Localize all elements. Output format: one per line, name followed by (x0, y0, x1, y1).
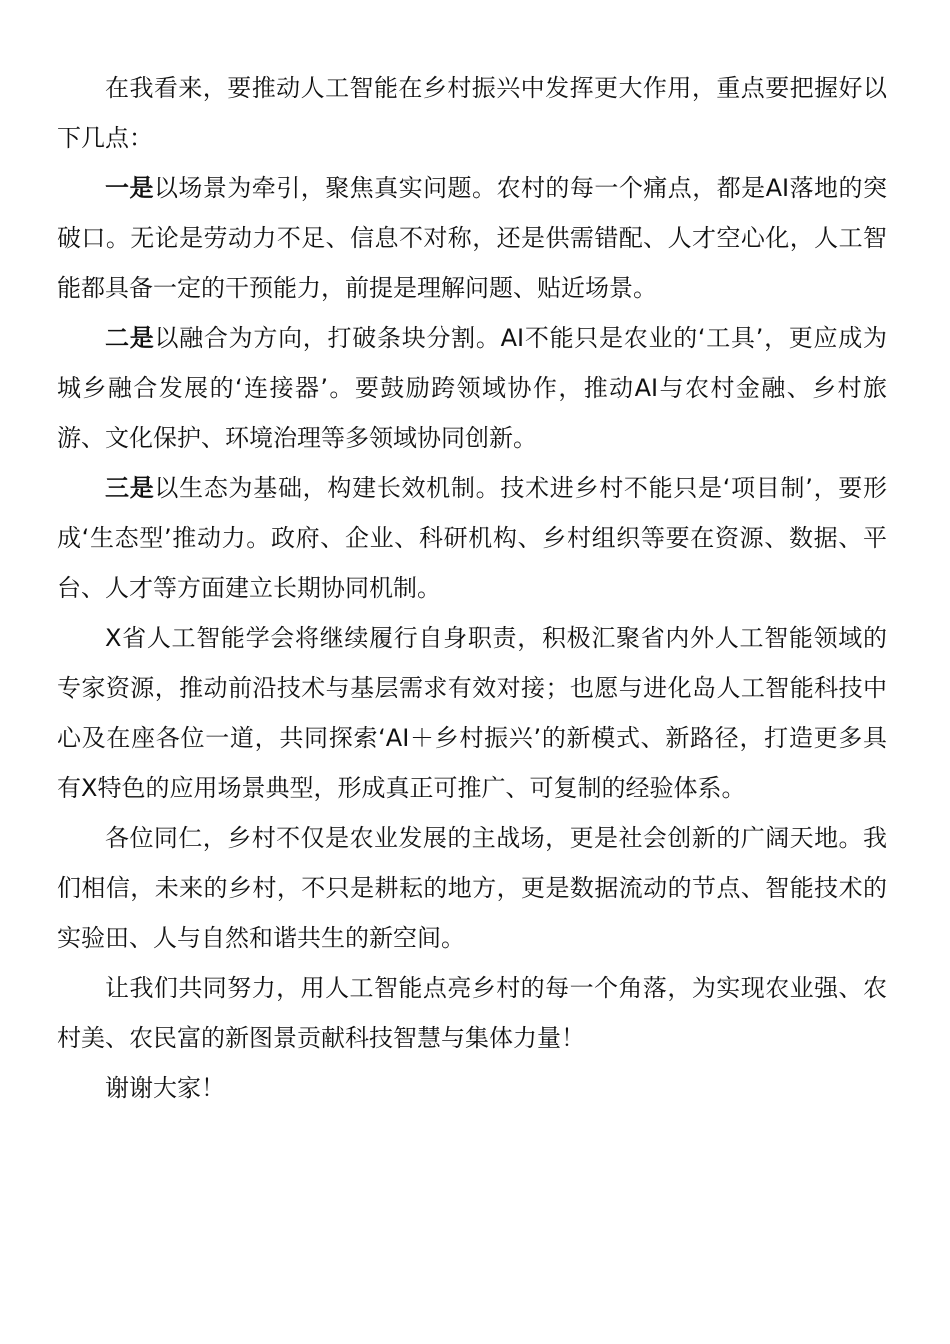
paragraph-point-two (57, 313, 887, 463)
paragraph-text: 在我看来，要推动人工智能在乡村振兴中发挥更大作用，重点要把握好以下几点： (57, 74, 887, 152)
paragraph-point-one (57, 163, 887, 313)
paragraph-commitment (57, 613, 887, 813)
paragraph-lead: 二是 (105, 324, 155, 352)
paragraph-point-three (57, 463, 887, 613)
paragraph-vision (57, 813, 887, 963)
paragraph-intro (57, 63, 887, 163)
paragraph-lead: 三是 (105, 474, 155, 502)
paragraph-closing (57, 1063, 887, 1113)
paragraph-text: 以融合为方向，打破条块分割。AI不能只是农业的‘工具’，更应成为城乡融合发展的‘连接器’。要鼓励跨领域协作，推动AI与农村金融、乡村旅游、文化保护、环境治理等多领域协同创新。 (57, 324, 887, 452)
paragraph-lead: 一是 (105, 174, 154, 202)
paragraph-text: X省人工智能学会将继续履行自身职责，积极汇聚省内外人工智能领域的专家资源，推动前沿技术与基层需求有效对接；也愿与进化岛人工智能科技中心及在座各位一道，共同探索‘AI＋乡村振兴’的新模式、新路径，打造更多具有X特色的应用场景典型，形成真正可推广、可复制的经验体系。 (57, 624, 887, 802)
paragraph-call-to-action (57, 963, 887, 1063)
document-page (57, 63, 887, 1113)
paragraph-text: 各位同仁，乡村不仅是农业发展的主战场，更是社会创新的广阔天地。我们相信，未来的乡村，不只是耕耘的地方，更是数据流动的节点、智能技术的实验田、人与自然和谐共生的新空间。 (57, 824, 887, 952)
paragraph-text: 以生态为基础，构建长效机制。技术进乡村不能只是‘项目制’，要形成‘生态型’推动力。政府、企业、科研机构、乡村组织等要在资源、数据、平台、人才等方面建立长期协同机制。 (57, 474, 887, 602)
paragraph-text: 让我们共同努力，用人工智能点亮乡村的每一个角落，为实现农业强、农村美、农民富的新图景贡献科技智慧与集体力量！ (57, 974, 887, 1052)
paragraph-text: 以场景为牵引，聚焦真实问题。农村的每一个痛点，都是AI落地的突破口。无论是劳动力不足、信息不对称，还是供需错配、人才空心化，人工智能都具备一定的干预能力，前提是理解问题、贴近场景。 (57, 174, 887, 302)
paragraph-text: 谢谢大家！ (105, 1074, 225, 1102)
